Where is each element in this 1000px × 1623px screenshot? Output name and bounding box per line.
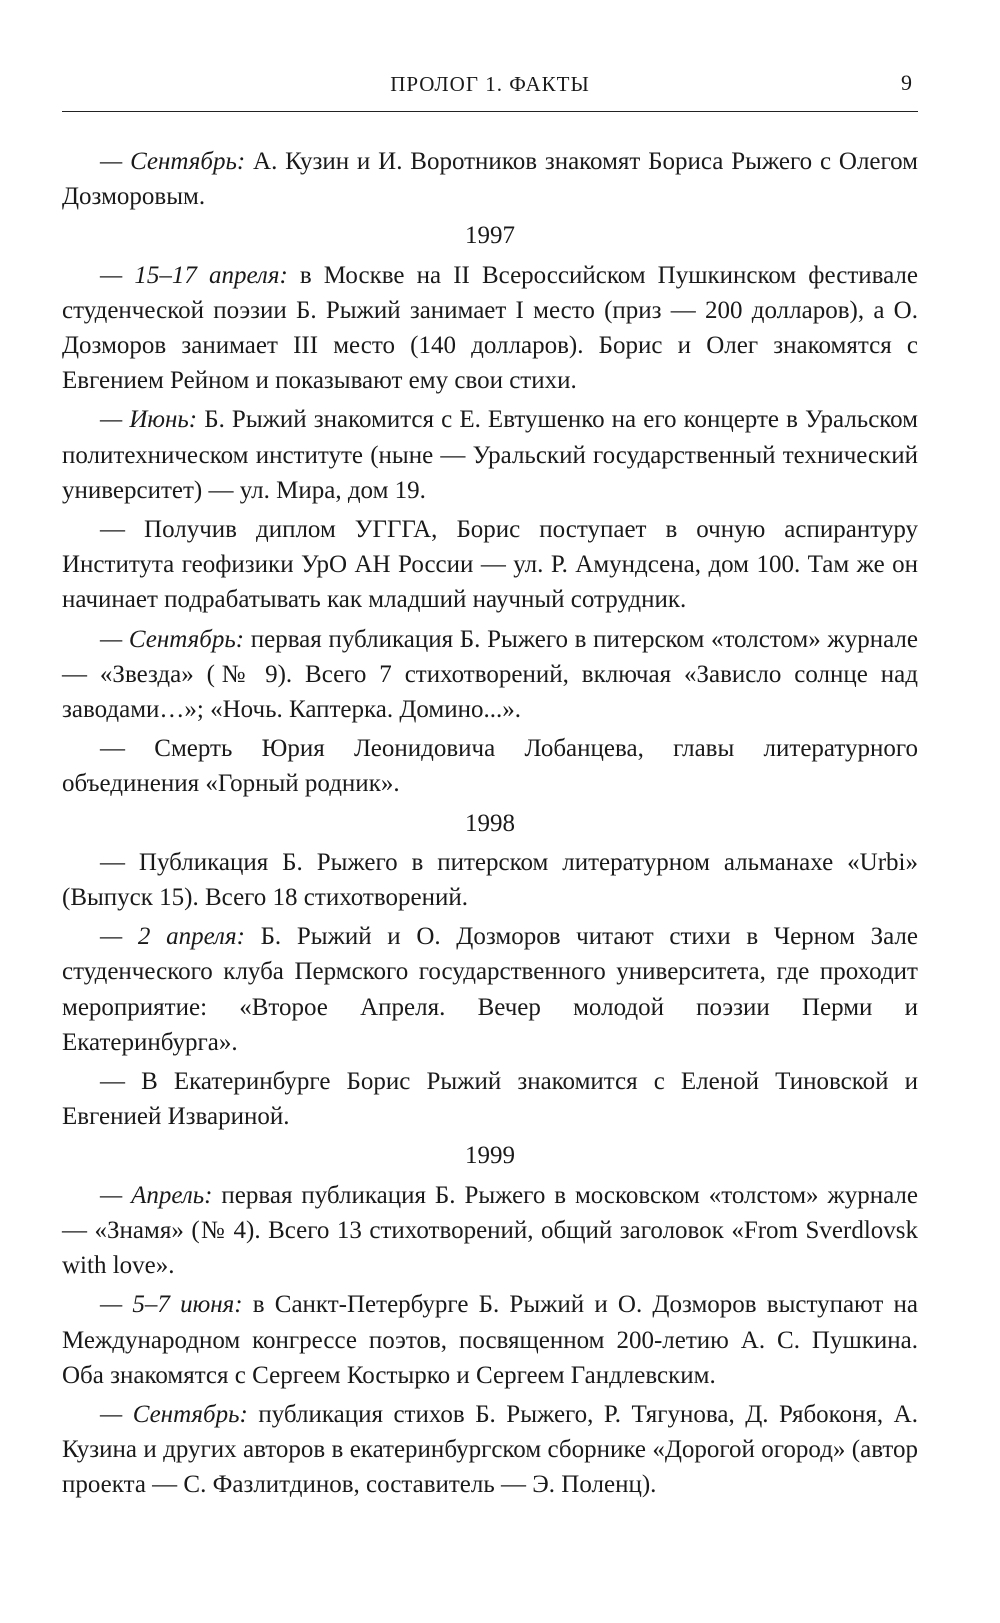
entry-text: Б. Рыжий знакомится с Е. Евтушенко на его концерте в Уральском политехническом институте (ныне — Уральский государственный технический университет) — ул. Мира, дом 19. (62, 406, 919, 504)
entry-date: — Сентябрь: (100, 148, 246, 175)
entry-date: — Сентябрь: (100, 625, 245, 653)
entry-date: — 2 апреля: (100, 923, 245, 951)
entry-date: — 5–7 июня: (100, 1291, 243, 1319)
running-head (62, 0, 918, 112)
year-heading: 1998 (465, 809, 515, 837)
entry-date: — Июнь: (100, 406, 198, 434)
chronology-entry (62, 1287, 918, 1393)
entry-date: — Апрель: (100, 1181, 213, 1209)
chronology-entry (62, 919, 918, 1060)
entry-text: в Москве на II Всероссийском Пушкинском фестивале студенческой поэзии Б. Рыжий занимает I место (приз — 200 долларов), а О. Дозморов занимает III место (140 долларов). Борис и Олег знакомятся с Евгением Рейном и показывают ему свои стихи. (62, 261, 918, 395)
entry-text: — Смерть Юрия Леонидовича Лобанцева, главы литературного объединения «Горный родник». (62, 735, 918, 798)
chronology-entry (62, 258, 918, 399)
chronology-entry (62, 731, 918, 801)
chronology-entry (62, 512, 918, 618)
page-number: 9 (901, 70, 912, 95)
entry-text: А. Кузин и И. Воротников знакомят Бориса Рыжего с Олегом Дозморовым. (62, 148, 918, 211)
entry-date: — 15–17 апреля: (100, 261, 288, 289)
chronology-entry (62, 1178, 918, 1284)
entry-text: публикация стихов Б. Рыжего, Р. Тягунова, Д. Рябоконя, А. Кузина и других авторов в екатеринбургском сборнике «Дорогой огород» (автор проекта — С. Фазлитдинов, составитель — Э. Поленц). (62, 1400, 918, 1499)
entry-text: — Получив диплом УГГГА, Борис поступает в очную аспирантуру Института геофизики УрО АН России — ул. Р. Амундсена, дом 100. Там же он начинает подрабатывать как младший научный сотрудник. (62, 516, 918, 614)
chronology-entry (62, 1397, 918, 1503)
entry-text: в Санкт-Петербурге Б. Рыжий и О. Дозморов выступают на Международном конгрессе поэтов, посвященном 200-летию А. С. Пушкина. Оба знакомятся с Сергеем Костырко и Сергеем Гандлевским. (62, 1291, 918, 1389)
entry-text: — Публикация Б. Рыжего в питерском литературном альманахе «Urbi» (Выпуск 15). Всего 18 стихотворений. (62, 848, 918, 912)
chronology-entry (62, 622, 918, 728)
entry-text: первая публикация Б. Рыжего в московском «толстом» журнале — «Знамя» (№ 4). Всего 13 стихотворений, общий заголовок «From Sverdlovsk with love». (62, 1181, 919, 1280)
running-title: ПРОЛОГ 1. ФАКТЫ (390, 72, 590, 96)
chronology-entry (62, 845, 918, 915)
entry-text: — В Екатеринбурге Борис Рыжий знакомится с Еленой Тиновской и Евгенией Извариной. (62, 1068, 918, 1131)
year-heading: 1997 (465, 222, 515, 250)
chronology-entry (62, 402, 918, 508)
book-page (62, 0, 918, 1507)
entry-text: Б. Рыжий и О. Дозморов читают стихи в Черном Зале студенческого клуба Пермского государственного университета, где проходит мероприятие: «Второе Апреля. Вечер молодой поэзии Перми и Екатеринбурга». (62, 923, 918, 1056)
chronology-entry (62, 144, 918, 214)
entry-text: первая публикация Б. Рыжего в питерском «толстом» журнале — «Звезда» (№ 9). Всего 7 стихотворений, включая «Зависло солнце над заводами…»; «Ночь. Каптерка. Домино...». (62, 625, 918, 724)
entry-date: — Сентябрь: (100, 1400, 248, 1428)
year-heading: 1999 (465, 1142, 515, 1170)
body-text (62, 144, 918, 1503)
chronology-entry (62, 1064, 918, 1134)
